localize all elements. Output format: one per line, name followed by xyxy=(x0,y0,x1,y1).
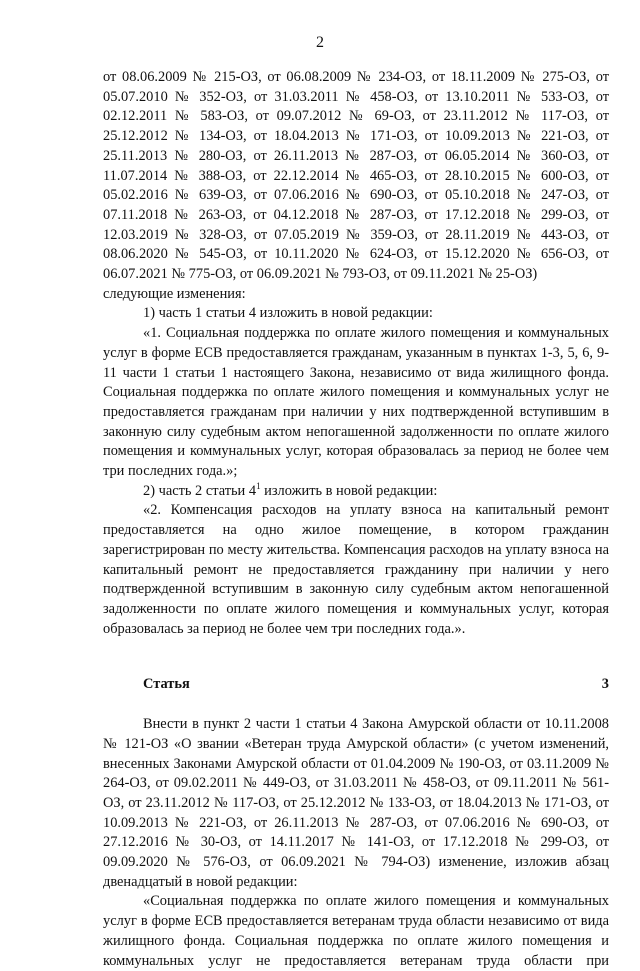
document-body xyxy=(103,68,609,971)
article-3-intro: Внести в пункт 2 части 1 статьи 4 Закона Амурской области от 10.11.2008 № 121-ОЗ «О звании «Ветеран труда Амурской области» (с учетом изменений, внесенных Законами Амурской области от 01.04.2009 № 190-ОЗ, от 03.11.2009 № 264-ОЗ, от 09.02.2011 № 449-ОЗ, от 31.03.2011 № 458-ОЗ, от 09.11.2011 № 561-ОЗ, от 23.11.2012 № 117-ОЗ, от 25.12.2012 № 133-ОЗ, от 18.04.2013 № 171-ОЗ, от 10.09.2013 № 221-ОЗ, от 26.11.2013 № 287-ОЗ, от 07.06.2016 № 690-ОЗ, от 27.12.2016 № 30-ОЗ, от 14.11.2017 № 141-ОЗ, от 17.12.2018 № 299-ОЗ, от 09.09.2020 № 576-ОЗ, от 06.09.2021 № 794-ОЗ) изменение, изложив абзац двенадцатый в новой редакции: xyxy=(103,716,609,890)
article-3-new-text: «Социальная поддержка по оплате жилого помещения и коммунальных услуг в форме ЕСВ предоставляется ветеранам труда области независимо от вида жилищного фонда. Социальная поддержка по оплате жилого помещения и коммунальных услуг не предоставляется ветеранам труда области при xyxy=(103,893,609,969)
item1-quoted-text: «1. Социальная поддержка по оплате жилого помещения и коммунальных услуг в форме ЕСВ предоставляется гражданам, указанным в пунктах 1-3, 5, 6, 9-11 части 1 статьи 1 настоящего Закона, независимо от вида жилищного фонда. Социальная поддержка по оплате жилого помещения и коммунальных услуг не предоставляется гражданам при наличии у них подтвержденной вступившим в законную силу судебным актом непогашенной задолженности по оплате жилого помещения и коммунальных услуг, которая образовалась за период не более чем три последних года.»; xyxy=(103,325,609,480)
item2-intro xyxy=(103,482,609,502)
item2-intro-end: изложить в новой редакции: xyxy=(260,482,438,499)
item2-intro-start: 2) часть 2 статьи 4 xyxy=(143,482,257,499)
item1-intro: 1) часть 1 статьи 4 изложить в новой редакции: xyxy=(143,305,433,322)
following-changes-text: следующие изменения: xyxy=(103,285,246,302)
amendment-list: от 08.06.2009 № 215-ОЗ, от 06.08.2009 № 234-ОЗ, от 18.11.2009 № 275-ОЗ, от 05.07.2010 № 352-ОЗ, от 31.03.2011 № 458-ОЗ, от 13.10.2011 № 533-ОЗ, от 02.12.2011 № 583-ОЗ, от 09.07.2012 № 69-ОЗ, от 23.11.2012 № 117-ОЗ, от 25.12.2012 № 134-ОЗ, от 18.04.2013 № 171-ОЗ, от 10.09.2013 № 221-ОЗ, от 25.11.2013 № 280-ОЗ, от 26.11.2013 № 287-ОЗ, от 06.05.2014 № 360-ОЗ, от 11.07.2014 № 388-ОЗ, от 22.12.2014 № 465-ОЗ, от 28.10.2015 № 600-ОЗ, от 05.02.2016 № 639-ОЗ, от 07.06.2016 № 690-ОЗ, от 05.10.2018 № 247-ОЗ, от 07.11.2018 № 263-ОЗ, от 04.12.2018 № 287-ОЗ, от 17.12.2018 № 299-ОЗ, от 12.03.2019 № 328-ОЗ, от 07.05.2019 № 359-ОЗ, от 28.11.2019 № 443-ОЗ, от 08.06.2020 № 545-ОЗ, от 10.11.2020 № 624-ОЗ, от 15.12.2020 № 656-ОЗ, от 06.07.2021 № 775-ОЗ, от 06.09.2021 № 793-ОЗ, от 09.11.2021 № 25-ОЗ) xyxy=(103,69,609,283)
item2-quoted-text: «2. Компенсация расходов на уплату взноса на капитальный ремонт предоставляется на одно жилое помещение, в котором гражданин зарегистрирован по месту жительства. Компенсация расходов на уплату взноса на капитальный ремонт не предоставляется гражданину при наличии у него подтвержденной вступившим в законную силу судебным актом непогашенной задолженности по оплате жилого помещения и коммунальных услуг, которая образовалась за период не более чем три последних года.». xyxy=(103,502,609,637)
item2-intro-superscript: 1 xyxy=(256,480,261,491)
page-number: 2 xyxy=(316,34,324,51)
article-3-heading: Статья 3 xyxy=(143,676,609,693)
